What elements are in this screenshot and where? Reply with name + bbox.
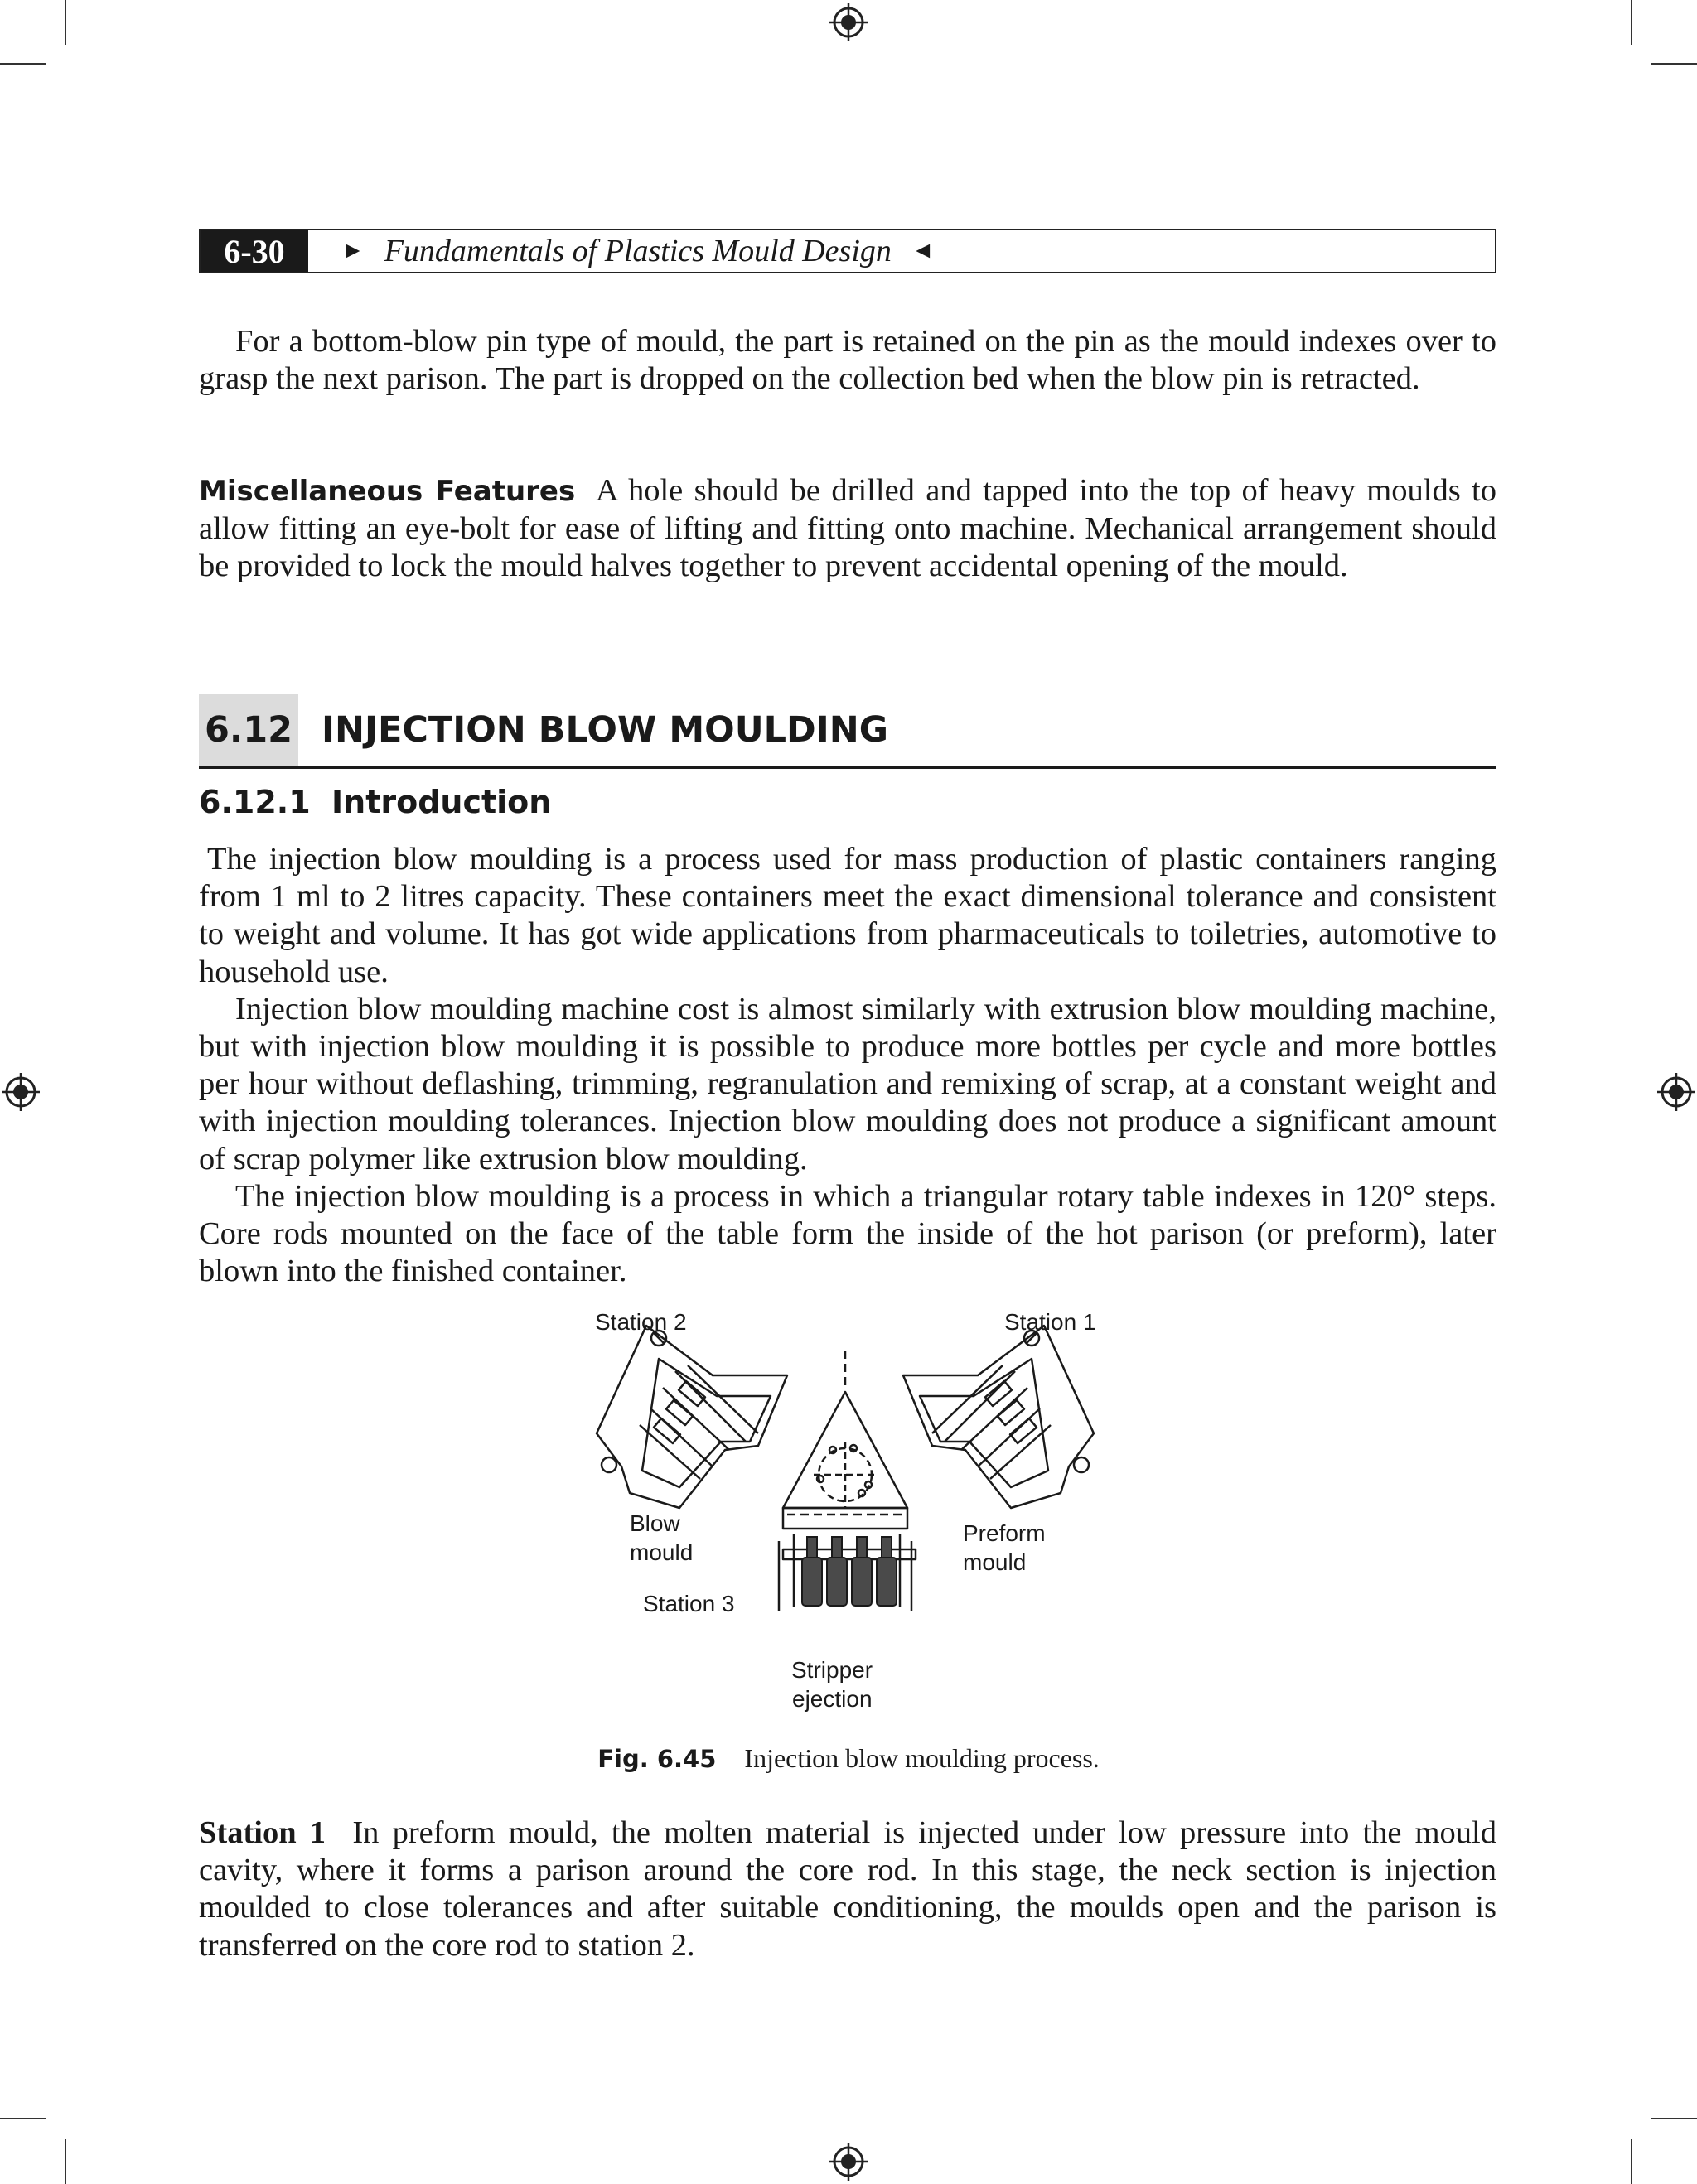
crop-mark bbox=[0, 63, 46, 65]
stripper-label-line2: ejection bbox=[792, 1686, 873, 1712]
arrow-right-icon: ► bbox=[341, 238, 365, 263]
rotary-index-table bbox=[783, 1351, 907, 1508]
blow-mould-label-line2: mould bbox=[630, 1539, 694, 1565]
misc-heading: Miscellaneous Features bbox=[199, 475, 576, 508]
body-paragraph-1: The injection blow moulding is a process used for mass production of plastic containers ranging from 1 ml to 2 litres capacity. These containers meet the exact dimensional tolerance and consistent to weight and volume. It has got wide applications from pharmaceuticals to toiletries, automotive to household use. bbox=[199, 842, 1496, 989]
crop-mark bbox=[65, 0, 66, 45]
body-text bbox=[199, 841, 1496, 1290]
crop-mark bbox=[0, 2118, 46, 2119]
stripper-label-line1: Stripper bbox=[791, 1657, 873, 1683]
intro-block bbox=[199, 323, 1496, 398]
subsection-number: 6.12.1 bbox=[199, 784, 311, 820]
figure-caption-text: Injection blow moulding process. bbox=[744, 1743, 1100, 1773]
registration-mark-icon bbox=[829, 3, 868, 41]
station-3-label: Station 3 bbox=[643, 1591, 735, 1616]
preform-mould-label-line2: mould bbox=[963, 1549, 1027, 1575]
running-header bbox=[199, 229, 1496, 273]
registration-mark-icon bbox=[829, 2143, 868, 2181]
misc-paragraph bbox=[199, 472, 1496, 586]
station-1-label: Station 1 bbox=[1004, 1309, 1096, 1335]
page-number: 6-30 bbox=[201, 230, 308, 272]
section-heading bbox=[199, 694, 1496, 769]
figure-caption bbox=[0, 1743, 1697, 1774]
station1-heading: Station 1 bbox=[199, 1815, 326, 1850]
arrow-left-icon: ◄ bbox=[911, 238, 935, 263]
body-paragraph-2: Injection blow moulding machine cost is almost similarly with extrusion blow moulding machine, but with injection blow moulding it is possible to produce more bottles per cycle and more bottles per hour without deflashing, trimming, regranulation and remixing of scrap, at a constant weight and with injection moulding tolerances. Injection blow moulding does not produce a significant amount of scrap polymer like extrusion blow moulding. bbox=[199, 991, 1496, 1177]
preform-mould-label-line1: Preform bbox=[963, 1520, 1046, 1546]
registration-mark-icon bbox=[1657, 1073, 1695, 1111]
misc-block bbox=[199, 472, 1496, 586]
subsection-title: Introduction bbox=[331, 784, 552, 820]
station1-text: In preform mould, the molten material is injected under low pressure into the mould cavity, where it forms a parison around the core rod. In this stage, the neck section is injection moulded to close tolerances and after suitable conditioning, the moulds open and the parison is transferred on the core rod to station 2. bbox=[199, 1815, 1496, 1963]
crop-mark bbox=[1631, 0, 1632, 45]
subsection-heading bbox=[199, 777, 551, 827]
intro-paragraph: For a bottom-blow pin type of mould, the part is retained on the pin as the mould indexes over to grasp the next parison. The part is dropped on the collection bed when the blow pin is retracted. bbox=[199, 324, 1496, 397]
book-title: Fundamentals of Plastics Mould Design bbox=[384, 234, 892, 268]
crop-mark bbox=[1631, 2139, 1632, 2184]
section-title: INJECTION BLOW MOULDING bbox=[322, 709, 888, 751]
crop-mark bbox=[1651, 2118, 1697, 2119]
injection-blow-moulding-diagram bbox=[580, 1301, 1110, 1732]
blow-mould-label-line1: Blow bbox=[630, 1510, 680, 1536]
crop-mark bbox=[65, 2139, 66, 2184]
registration-mark-icon bbox=[2, 1073, 40, 1111]
figure-number: Fig. 6.45 bbox=[597, 1745, 717, 1773]
section-number: 6.12 bbox=[199, 694, 298, 766]
misc-text: A hole should be drilled and tapped into the top of heavy moulds to allow fitting an eye-bolt for ease of lifting and fitting onto machine. Mechanical arrangement should be provided to lock the mould halves together to prevent accidental opening of the mould. bbox=[199, 473, 1497, 584]
ejected-bottles bbox=[802, 1537, 897, 1606]
station-2-label: Station 2 bbox=[595, 1309, 687, 1335]
running-title bbox=[341, 233, 935, 269]
body-paragraph-3: The injection blow moulding is a process in which a triangular rotary table indexes in 120° steps. Core rods mounted on the face of the table form the inside of the hot parison (or preform), later blown into the finished container. bbox=[199, 1178, 1496, 1289]
station1-paragraph bbox=[199, 1814, 1496, 1964]
crop-mark bbox=[1651, 63, 1697, 65]
station1-block bbox=[199, 1814, 1496, 1964]
preform-mould-assembly bbox=[903, 1326, 1094, 1508]
blow-mould-assembly bbox=[597, 1326, 787, 1508]
